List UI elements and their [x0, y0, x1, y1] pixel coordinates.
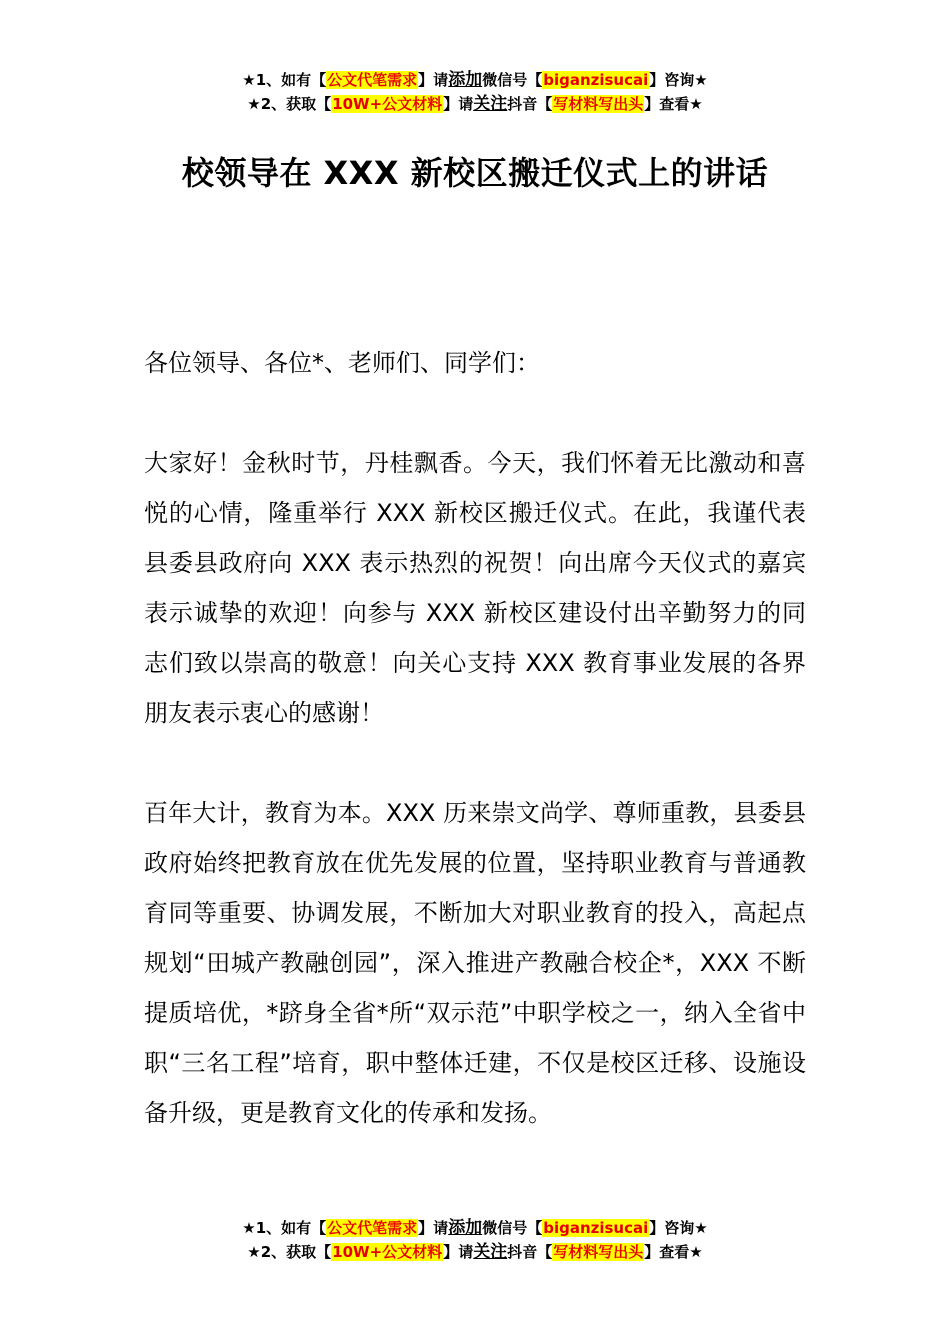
promo-text: 】查看★ — [644, 95, 703, 113]
promo-text: 抖音【 — [507, 1243, 553, 1261]
promo-text: 微信号【 — [482, 71, 543, 89]
promo-text: ★2、获取【 — [247, 95, 332, 113]
promo-highlight: 10W+公文材料 — [332, 1243, 443, 1261]
footer-promo-line-2 — [0, 1240, 950, 1264]
promo-emphasis: 关注 — [473, 1242, 508, 1262]
document-title: 校领导在 XXX 新校区搬迁仪式上的讲话 — [181, 154, 769, 192]
promo-text: 微信号【 — [482, 1219, 543, 1237]
promo-highlight: 10W+公文材料 — [332, 95, 443, 113]
header-promo-line-1 — [0, 68, 950, 92]
paragraph-1: 大家好！金秋时节，丹桂飘香。今天，我们怀着无比激动和喜悦的心情，隆重举行 XXX 新校区搬迁仪式。在此，我谨代表县委县政府向 XXX 表示热烈的祝贺！向出席今天仪式的嘉宾表示诚挚的欢迎！向参与 XXX 新校区建设付出辛勤努力的同志们致以崇高的敬意！向关心支持 XXX 教育事业发展的各界朋友表示衷心的感谢！ — [144, 449, 806, 727]
wechat-id: biganzisucai — [543, 71, 649, 89]
promo-text: 】请 — [418, 1219, 449, 1237]
promo-highlight: 公文代笔需求 — [327, 71, 418, 89]
promo-text: 】咨询★ — [649, 1219, 708, 1237]
wechat-id: biganzisucai — [543, 1219, 649, 1237]
footer-promo — [0, 1216, 950, 1264]
promo-text: 】咨询★ — [649, 71, 708, 89]
header-promo-line-2 — [0, 92, 950, 116]
douyin-account: 写材料写出头 — [553, 1243, 644, 1261]
promo-text: 抖音【 — [507, 95, 553, 113]
promo-emphasis: 添加 — [448, 70, 483, 90]
document-body — [144, 338, 806, 1188]
promo-emphasis: 添加 — [448, 1218, 483, 1238]
header-promo — [0, 68, 950, 116]
promo-text: 】请 — [418, 71, 449, 89]
douyin-account: 写材料写出头 — [553, 95, 644, 113]
paragraph-2: 百年大计，教育为本。XXX 历来崇文尚学、尊师重教，县委县政府始终把教育放在优先发展的位置，坚持职业教育与普通教育同等重要、协调发展，不断加大对职业教育的投入，高起点规划“田城产教融创园”，深入推进产教融合校企*，XXX 不断提质培优，*跻身全省*所“双示范”中职学校之一，纳入全省中职“三名工程”培育，职中整体迁建，不仅是校区迁移、设施设备升级，更是教育文化的传承和发扬。 — [144, 799, 806, 1127]
promo-text: ★2、获取【 — [247, 1243, 332, 1261]
promo-text: 】请 — [443, 1243, 474, 1261]
promo-text: ★1、如有【 — [242, 71, 327, 89]
promo-emphasis: 关注 — [473, 94, 508, 114]
salutation: 各位领导、各位*、老师们、同学们： — [144, 349, 540, 377]
promo-text: ★1、如有【 — [242, 1219, 327, 1237]
footer-promo-line-1 — [0, 1216, 950, 1240]
promo-text: 】查看★ — [644, 1243, 703, 1261]
promo-highlight: 公文代笔需求 — [327, 1219, 418, 1237]
promo-text: 】请 — [443, 95, 474, 113]
